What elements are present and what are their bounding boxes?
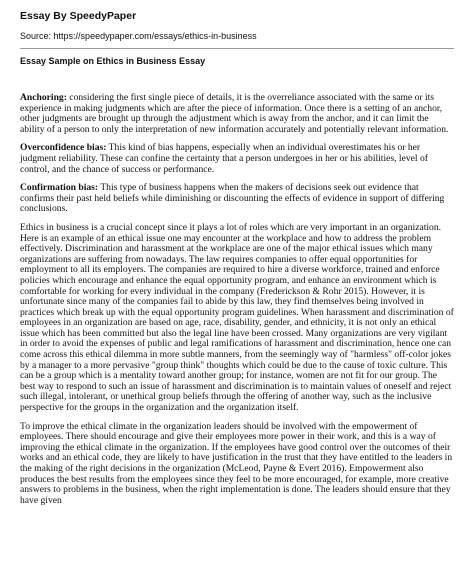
paragraph-confirmation <box>20 183 454 215</box>
brand-heading: Essay By SpeedyPaper <box>20 10 137 22</box>
paragraph-text: This type of business happens when the makers of decisions seek out evidence that confirms their past held beliefs while diminishing or discounting the effects of evidence in support of differing conclusions. <box>20 182 445 215</box>
paragraph-text: considering the first single piece of details, it is the overreliance associated with the same or its experience in making judgments which are after the piece of information. Once there is a setting of an anchor, other judgments are brought up through the adjustment which is away from the anchor, and it can limit the ability of a person to only the interpretation of new information accurately and potentially relevant information. <box>20 92 449 135</box>
term-overconfidence: Overconfidence bias: <box>20 142 107 154</box>
term-confirmation: Confirmation bias: <box>20 182 99 194</box>
paragraph-text: Ethics in business is a crucial concept since it plays a lot of roles which are very important in an organization. Here is an example of an ethical issue one may encounter at the workplace and how to address the problem effectively. Discrimination and harassment at the workplace are one of the major ethical issues which many organizations are suffering from nowadays. The law requires companies to offer equal opportunities for employment to all its employers. The companies are required to hire a diverse workforce, trained and enforce policies which encourage and enhance the equal opportunity program, and enhance an environment which is comfortable for working for every individual in the company (Frederickson & Rohr 2015). However, it is unfortunate since many of the companies fail to abide by this law, they find themselves being involved in practices which break up with the equal opportunity program guidelines. When harassment and discrimination of employees in an organization are based on age, race, disability, gender, and ethnicity, it is not only an ethical issue which has been committed but also the legal line have been crossed. Many organizations are very vigilant in order to avoid the expenses of public and legal ramifications of harassment and discrimination, hence one can come across this ethical dilemma in more subtle manners, from the seemingly way of "harmless" off-color jokes by a manager to a more pervasive "group think" thoughts which could be due to the cause of toxic culture. This can be a group which is a mentality toward another group; for instance, women are not fit for our group. The best way to respond to such an issue of harassment and discrimination is to maintain values of oneself and reject such illegal, intolerant, or unethical group beliefs through the offering of another way, such as the inclusive perspective for the groups in the organization and the organization itself. <box>20 221 454 414</box>
paragraph-improve-climate <box>20 422 454 507</box>
essay-title: Essay Sample on Ethics in Business Essay <box>20 56 206 66</box>
paragraph-overconfidence <box>20 143 454 175</box>
source-url[interactable]: https://speedypaper.com/essays/ethics-in-business <box>53 31 257 41</box>
source-label: Source: <box>20 31 52 41</box>
paragraph-text: This kind of bias happens, especially when an individual overestimates his or her judgment reliability. These can confine the certainty that a person undergoes in her or his abilities, level of control, and the chance of success or performance. <box>20 142 428 175</box>
paragraph-text: To improve the ethical climate in the organization leaders should be involved with the empowerment of employees. There should encourage and give their employees more power in their work, and this is a way of improving the ethical climate in the organization. If the employees have good control over the outcomes of their works and an ethical code, they are likely to have justification in the trust that they have entitled to the leaders in the making of the right decisions in the organization (McLeod, Payne & Evert 2016). Empowerment also produces the best results from the employees since they feel to be more encouraged, for example, more creative answers to problems in the business, when the right implementation is done. The leaders should ensure that they have given <box>20 420 453 506</box>
source-line <box>20 31 454 41</box>
header-divider <box>20 48 454 49</box>
term-anchoring: Anchoring: <box>20 92 67 103</box>
paragraph-ethics <box>20 223 454 414</box>
paragraph-anchoring <box>20 93 454 135</box>
essay-body <box>20 93 454 506</box>
